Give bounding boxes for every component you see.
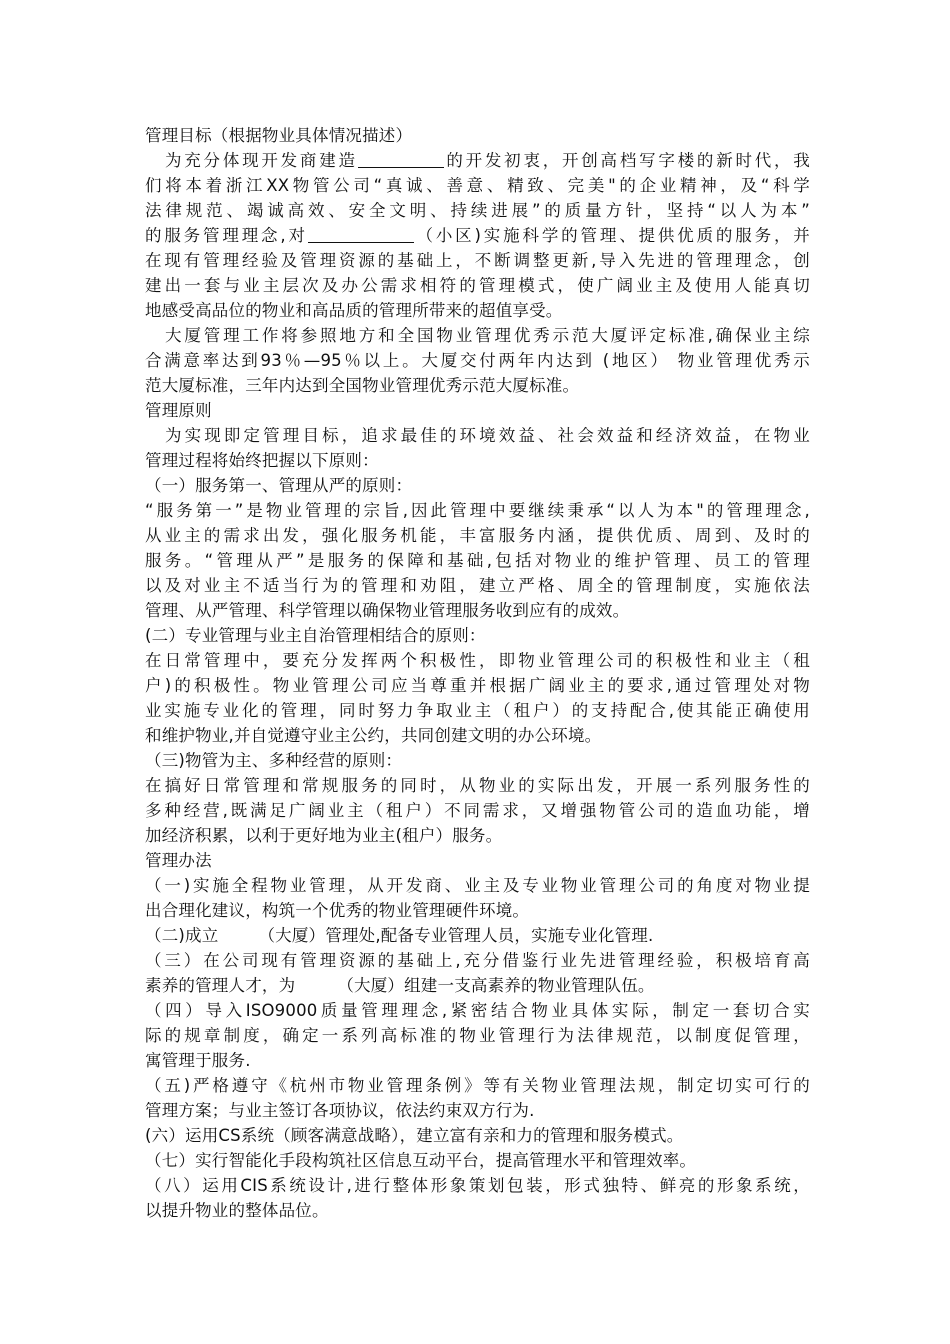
paragraph-line: 从业主的需求出发，强化服务机能，丰富服务内涵，提供优质、周到、及时的 bbox=[145, 526, 810, 545]
paragraph-line: （四）导入ISO9000质量管理理念,紧密结合物业具体实际，制定一套切合实 bbox=[145, 1001, 810, 1020]
paragraph-line: 服务。“管理从严”是服务的保障和基础,包括对物业的维护管理、员工的管理 bbox=[145, 551, 810, 570]
paragraph-line: “服务第一”是物业管理的宗旨,因此管理中要继续秉承“以人为本"的管理理念, bbox=[145, 501, 810, 520]
text-run: （大厦）组建一支高素养的物业管理队伍。 bbox=[337, 976, 655, 995]
paragraph-line: 大厦管理工作将参照地方和全国物业管理优秀示范大厦评定标准,确保业主综 bbox=[165, 326, 810, 345]
text-run: 素养的管理人才，为 bbox=[145, 976, 296, 995]
paragraph-line: 在现有管理经验及管理资源的基础上，不断调整更新,导入先进的管理理念，创 bbox=[145, 251, 810, 270]
paragraph-line bbox=[145, 148, 810, 173]
paragraph-line: 地感受高品位的物业和高品质的管理所带来的超值享受。 bbox=[145, 301, 563, 320]
subsection-heading: (二）专业管理与业主自治管理相结合的原则： bbox=[145, 626, 486, 645]
paragraph-line: （一)实施全程物业管理，从开发商、业主及专业物业管理公司的角度对物业提 bbox=[145, 876, 810, 895]
subsection-heading: （三)物管为主、多种经营的原则： bbox=[145, 751, 403, 770]
paragraph-line bbox=[145, 923, 810, 948]
paragraph-line: 们将本着浙江XX物管公司“真诚、善意、精致、完美"的企业精神，及“科学 bbox=[145, 176, 810, 195]
text-run: 的服务管理理念,对 bbox=[145, 226, 308, 245]
text-run: （二)成立 bbox=[145, 926, 219, 945]
paragraph-line: 和维护物业,并自觉遵守业主公约，共同创建文明的办公环境。 bbox=[145, 726, 602, 745]
text-run: （小区)实施科学的管理、提供优质的服务，并 bbox=[413, 226, 810, 245]
paragraph-line: (六）运用CS系统（顾客满意战略），建立富有亲和力的管理和服务模式。 bbox=[145, 1126, 684, 1145]
text-run: 为充分体现开发商建造 bbox=[165, 151, 358, 170]
paragraph-line: 在搞好日常管理和常规服务的同时，从物业的实际出发，开展一系列服务性的 bbox=[145, 776, 810, 795]
paragraph-line: 多种经营,既满足广阔业主（租户）不同需求，又增强物管公司的造血功能，增 bbox=[145, 801, 810, 820]
paragraph-line: 业实施专业化的管理，同时努力争取业主（租户）的支持配合,使其能正确使用 bbox=[145, 701, 810, 720]
paragraph-line: 际的规章制度，确定一系列高标准的物业管理行为法律规范，以制度促管理， bbox=[145, 1026, 810, 1045]
fill-blank-developer bbox=[358, 150, 444, 168]
paragraph-line: 范大厦标准，三年内达到全国物业管理优秀示范大厦标准。 bbox=[145, 376, 580, 395]
paragraph-line: （八）运用CIS系统设计,进行整体形象策划包装，形式独特、鲜亮的形象系统， bbox=[145, 1176, 810, 1195]
section-heading-principles: 管理原则 bbox=[145, 401, 212, 420]
text-run: 的开发初衷，开创高档写字楼的新时代，我 bbox=[443, 151, 810, 170]
paragraph-line: 以提升物业的整体品位。 bbox=[145, 1201, 329, 1220]
paragraph-line: （三）在公司现有管理资源的基础上,充分借鉴行业先进管理经验，积极培育高 bbox=[145, 951, 810, 970]
text-run: （大厦）管理处,配备专业管理人员，实施专业化管理. bbox=[258, 926, 654, 945]
paragraph-line: 管理方案；与业主签订各项协议，依法约束双方行为. bbox=[145, 1101, 535, 1120]
paragraph-line: 管理过程将始终把握以下原则： bbox=[145, 451, 379, 470]
paragraph-line: 出合理化建议，构筑一个优秀的物业管理硬件环境。 bbox=[145, 901, 530, 920]
paragraph-line: 以及对业主不适当行为的管理和劝阻，建立严格、周全的管理制度，实施依法 bbox=[145, 576, 810, 595]
paragraph-line bbox=[145, 223, 810, 248]
paragraph-line: 合满意率达到93％—95％以上。大厦交付两年内达到 (地区） 物业管理优秀示 bbox=[145, 351, 810, 370]
paragraph-line bbox=[145, 973, 810, 998]
section-heading-goals: 管理目标（根据物业具体情况描述） bbox=[145, 126, 413, 145]
paragraph-line: 为实现即定管理目标，追求最佳的环境效益、社会效益和经济效益，在物业 bbox=[165, 426, 810, 445]
section-heading-methods: 管理办法 bbox=[145, 851, 212, 870]
paragraph-line: （五)严格遵守《杭州市物业管理条例》等有关物业管理法规，制定切实可行的 bbox=[145, 1076, 810, 1095]
paragraph-line: 寓管理于服务. bbox=[145, 1051, 251, 1070]
paragraph-line: 在日常管理中，要充分发挥两个积极性，即物业管理公司的积极性和业主（租 bbox=[145, 651, 810, 670]
paragraph-line: 户)的积极性。物业管理公司应当尊重并根据广阔业主的要求,通过管理处对物 bbox=[145, 676, 810, 695]
subsection-heading: （一）服务第一、管理从严的原则： bbox=[145, 476, 413, 495]
paragraph-line: 管理、从严管理、科学管理以确保物业管理服务收到应有的成效。 bbox=[145, 601, 630, 620]
fill-blank-community bbox=[308, 225, 414, 243]
paragraph-line: （七）实行智能化手段构筑社区信息互动平台，提高管理水平和管理效率。 bbox=[145, 1151, 697, 1170]
paragraph-line: 加经济积累，以利于更好地为业主(租户）服务。 bbox=[145, 826, 503, 845]
paragraph-line: 建出一套与业主层次及办公需求相符的管理模式，使广阔业主及使用人能真切 bbox=[145, 276, 810, 295]
paragraph-line: 法律规范、竭诚高效、安全文明、持续进展”的质量方针，坚持“以人为本” bbox=[145, 201, 810, 220]
document-page bbox=[145, 123, 810, 1223]
